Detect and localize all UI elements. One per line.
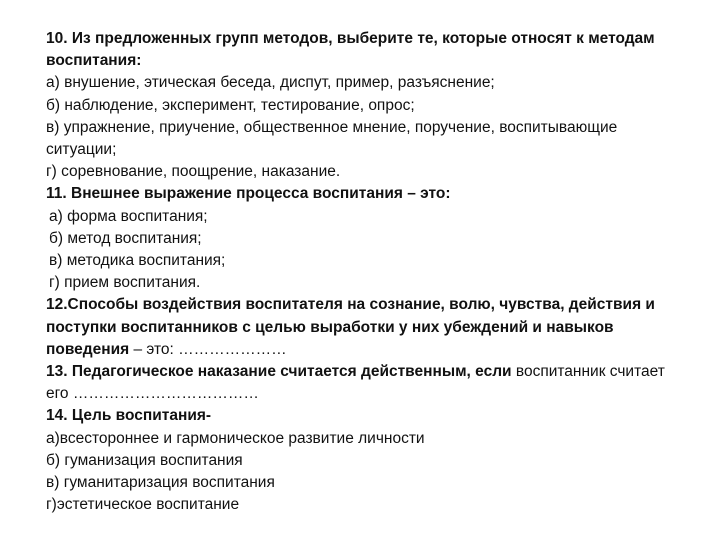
question-14-option-a: а)всестороннее и гармоническое развитие личности — [46, 429, 425, 447]
question-14-option-c: в) гуманитаризация воспитания — [46, 474, 275, 492]
question-13 — [46, 361, 686, 405]
question-10-title: 10. Из предложенных групп методов, выберите те, которые относят к методам воспитания: — [46, 30, 655, 70]
question-13-answer-blank: воспитанник считает его ……………………………… — [46, 363, 665, 403]
question-10-option-a: а) внушение, этическая беседа, диспут, пример, разъяснение; — [46, 74, 495, 92]
question-11-option-a: а) форма воспитания; — [49, 207, 208, 225]
question-13-title: 13. Педагогическое наказание считается действенным, если — [46, 363, 512, 381]
question-11-title: 11. Внешнее выражение процесса воспитания – это: — [46, 185, 451, 203]
question-11-option-d: г) прием воспитания. — [49, 274, 201, 292]
document-page — [46, 28, 686, 516]
question-11-option-c: в) методика воспитания; — [49, 252, 226, 270]
question-14-option-b: б) гуманизация воспитания — [46, 451, 243, 469]
question-12-title: 12.Способы воздействия воспитателя на сознание, волю, чувства, действия и поступки воспитанников с целью выработки у них убеждений и навыков поведения — [46, 296, 655, 358]
question-11-option-b: б) метод воспитания; — [49, 229, 202, 247]
question-10-option-d: г) соревнование, поощрение, наказание. — [46, 163, 341, 181]
question-12-answer-blank: – это: ………………… — [129, 340, 287, 358]
question-12 — [46, 294, 686, 361]
question-14-title: 14. Цель воспитания- — [46, 407, 212, 425]
question-10-option-c: в) упражнение, приучение, общественное мнение, поручение, воспитывающие ситуации; — [46, 118, 618, 159]
question-10-option-b: б) наблюдение, эксперимент, тестирование, опрос; — [46, 96, 415, 114]
question-14-option-d: г)эстетическое воспитание — [46, 496, 240, 514]
